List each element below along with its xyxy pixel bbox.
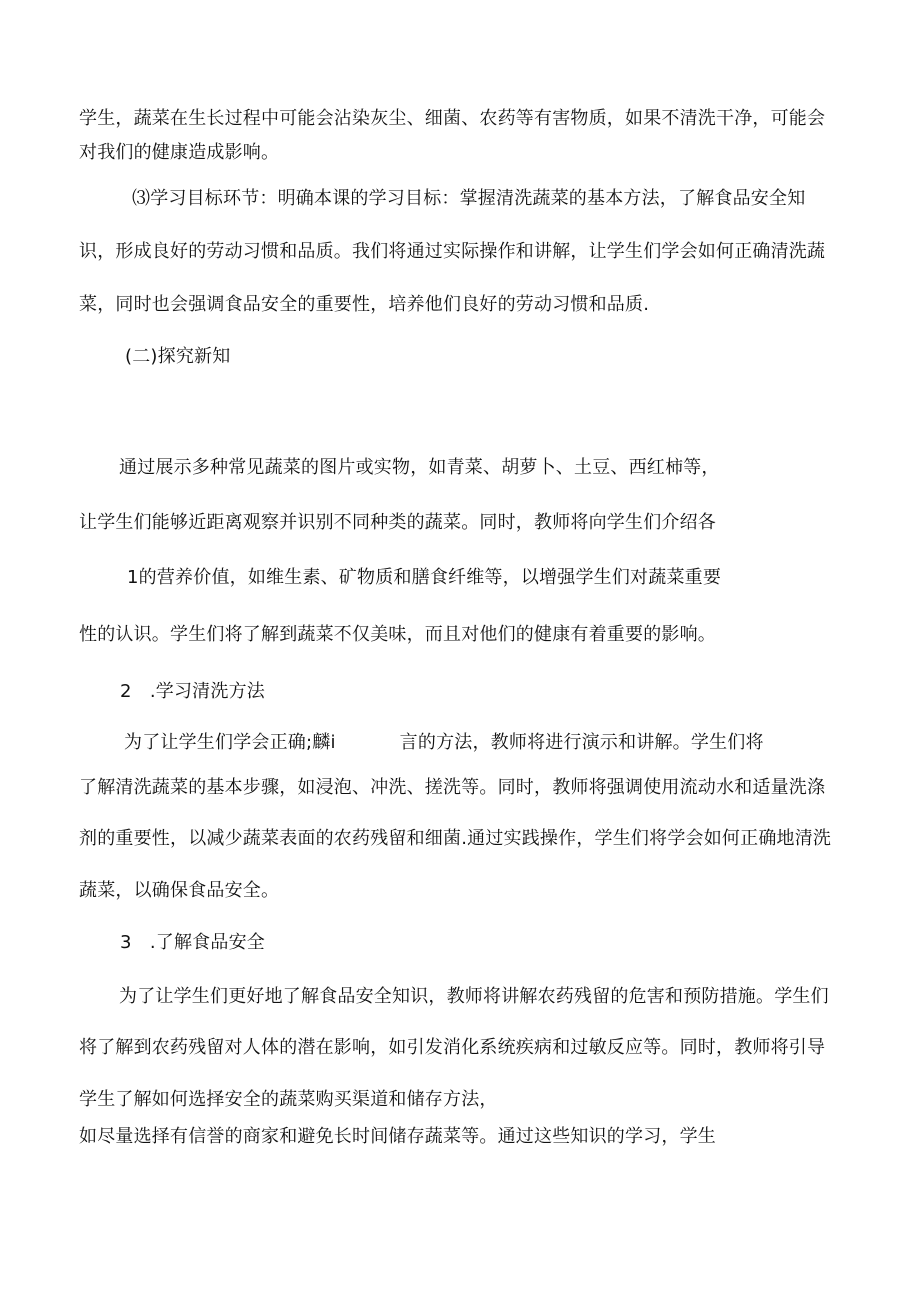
- text-line: 1的营养价值，如维生素、矿物质和膳食纤维等，以增强学生们对蔬菜重要: [127, 567, 722, 588]
- text-line: 学生了解如何选择安全的蔬菜购买渠道和储存方法，: [79, 1089, 498, 1110]
- text-line: 对我们的健康造成影响。: [79, 142, 280, 163]
- text-line: 学生，蔬菜在生长过程中可能会沾染灰尘、细菌、农药等有害物质，如果不清洗干净，可能会: [79, 108, 826, 129]
- section-heading: (二)探究新知: [125, 346, 231, 367]
- text-line: 蔬菜，以确保食品安全。: [79, 880, 280, 901]
- text-fragment: 言的方法，教师将进行演示和讲解。学生们将: [399, 732, 764, 753]
- text-line: 菜，同时也会强调食品安全的重要性，培养他们良好的劳动习惯和品质.: [79, 294, 650, 315]
- text-line: 将了解到农药残留对人体的潜在影响，如引发消化系统疾病和过敏反应等。同时，教师将引导: [79, 1037, 826, 1058]
- text-fragment: 为了让学生们学会正确;麟i: [124, 732, 336, 753]
- text-line: ⑶学习目标环节：明确本课的学习目标：掌握清洗蔬菜的基本方法，了解食品安全知: [132, 188, 806, 209]
- text-line: [124, 731, 764, 755]
- subsection-heading: 3 .了解食品安全: [120, 932, 265, 953]
- text-line: 如尽量选择有信誉的商家和避免长时间储存蔬菜等。通过这些知识的学习，学生: [79, 1126, 716, 1147]
- text-line: 识，形成良好的劳动习惯和品质。我们将通过实际操作和讲解，让学生们学会如何正确清洗蔬: [79, 241, 826, 262]
- text-line: 为了让学生们更好地了解食品安全知识，教师将讲解农药残留的危害和预防措施。学生们: [119, 986, 829, 1007]
- text-line: 通过展示多种常见蔬菜的图片或实物，如青菜、胡萝卜、土豆、西红柿等，: [119, 457, 720, 478]
- text-line: 剂的重要性，以减少蔬菜表面的农药残留和细菌.通过实践操作，学生们将学会如何正确地清洗: [79, 828, 832, 849]
- subsection-heading: 2 .学习清洗方法: [120, 681, 265, 702]
- text-line: 让学生们能够近距离观察并识别不同种类的蔬菜。同时，教师将向学生们介绍各: [79, 512, 716, 533]
- text-line: 性的认识。学生们将了解到蔬菜不仅美味，而且对他们的健康有着重要的影响。: [79, 624, 716, 645]
- text-line: 了解清洗蔬菜的基本步骤，如浸泡、冲洗、搓洗等。同时，教师将强调使用流动水和适量洗涤: [79, 777, 826, 798]
